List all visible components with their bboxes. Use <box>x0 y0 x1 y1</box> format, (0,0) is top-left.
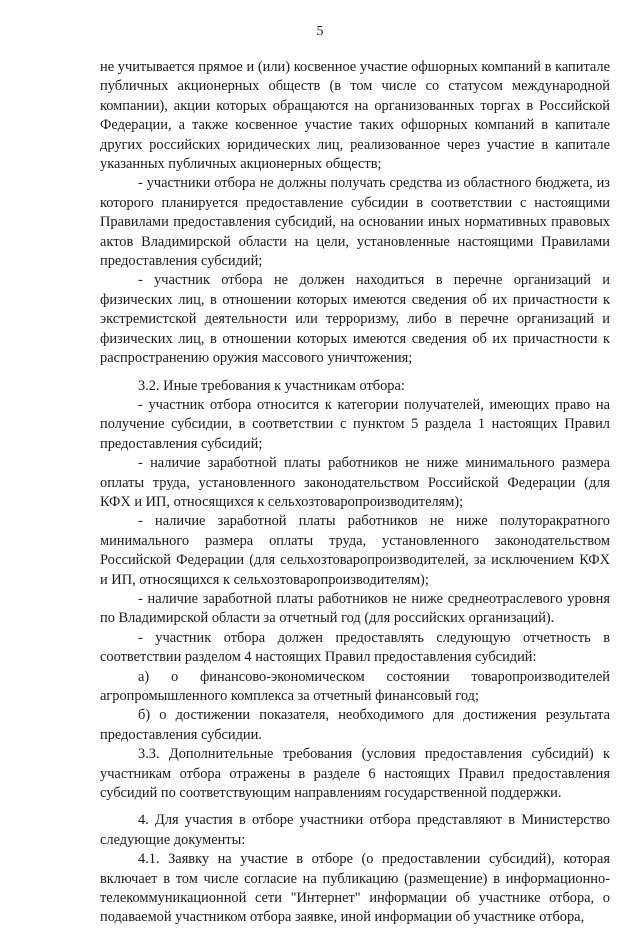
paragraph-minimum-wage: - наличие заработной платы работников не ниже минимального размера оплаты труда, установленного законодательством Российской Федерации (для КФХ и ИП, относящихся к сельхозтоваропроизводителям); <box>100 455 610 510</box>
page-number: 5 <box>316 24 324 39</box>
paragraph-report-b: б) о достижении показателя, необходимого для достижения результата предоставления субсидии. <box>100 707 610 743</box>
paragraph-recipient-category: - участник отбора относится к категории получателей, имеющих право на получение субсидии, в соответствии с пунктом 5 раздела 1 настоящих Правил предоставления субсидий; <box>100 396 610 452</box>
paragraph-extremism-list: - участник отбора не должен находиться в перечне организаций и физических лиц, в отношении которых имеются сведения об их причастности к экстремистской деятельности или терроризму, либо в перечне организаций и физических лиц, в отношении которых имеются сведения об их причастности к распространению оружия массового уничтожения; <box>100 272 610 367</box>
paragraph-average-industry-wage: - наличие заработной платы работников не ниже среднеотраслевого уровня по Владимирской области за отчетный год (для российских организаций). <box>100 590 610 627</box>
paragraph-reporting-obligation: - участник отбора должен предоставлять следующую отчетность в соответствии разделом 4 настоящих Правил предоставления субсидий: <box>100 629 610 666</box>
paragraph-regional-budget: - участники отбора не должны получать средства из областного бюджета, из которого планируется предоставление субсидии в соответствии с настоящими Правилами предоставления субсидий, на основании иных нормативных правовых актов Владимирской области на цели, установленные настоящими Правилами предоставления субсидий; <box>100 175 610 270</box>
paragraph-offshore-participation: не учитывается прямое и (или) косвенное участие офшорных компаний в капитале публичных акционерных обществ (в том числе со статусом международной компании), акции которых обращаются на организованных торгах в Российской Федерации, а также косвенное участие таких офшорных компаний в капитале других российских юридических лиц, реализованное через участие в капитале указанных публичных акционерных обществ; <box>100 59 610 173</box>
section-4: 4. Для участия в отборе участники отбора представляют в Министерство следующие документы: <box>100 812 610 848</box>
paragraph-report-a: а) о финансово-экономическом состоянии товаропроизводителей агропромышленного комплекса за отчетный финансовый год; <box>100 668 610 704</box>
paragraph-one-and-half-minimum-wage: - наличие заработной платы работников не ниже полуторакратного минимального размера оплаты труда, установленного законодательством Российской Федерации (для сельхозтоваропроизводителей, за исключением КФХ и ИП, относящихся к сельхозтоваропроизводителям); <box>100 513 610 588</box>
section-3-3: 3.3. Дополнительные требования (условия предоставления субсидий) к участникам отбора отражены в разделе 6 настоящих Правил предоставления субсидий по соответствующим направлениям государственной поддержки. <box>100 746 610 802</box>
section-heading-3-2: 3.2. Иные требования к участникам отбора: <box>138 377 405 394</box>
section-4-1: 4.1. Заявку на участие в отборе (о предоставлении субсидий), которая включает в том числе согласие на публикацию (размещение) в информационно-телекоммуникационной сети "Интернет" информации об участнике отбора, о подаваемой участником отбора заявке, иной информации об участнике отбора, <box>100 851 610 926</box>
document-body <box>100 58 610 928</box>
